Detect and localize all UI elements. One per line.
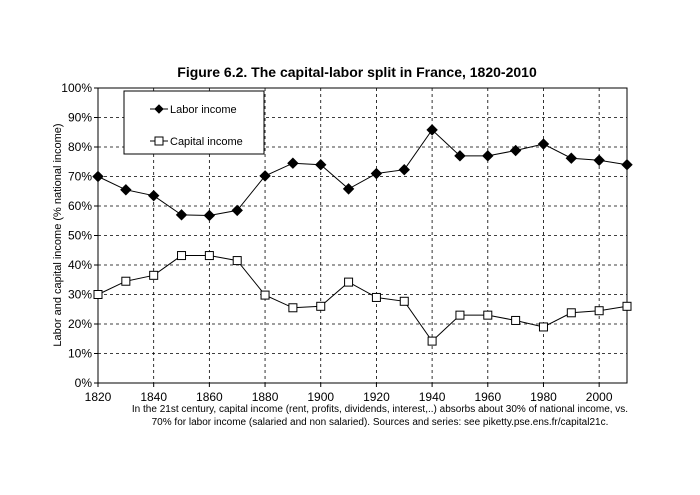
data-point-capital	[233, 257, 241, 265]
data-point-capital	[178, 252, 186, 260]
data-point-capital	[456, 311, 464, 319]
data-point-labor	[538, 139, 548, 149]
data-point-labor	[622, 160, 632, 170]
y-tick-label: 50%	[67, 228, 92, 243]
data-point-labor	[483, 151, 493, 161]
data-point-capital	[150, 271, 158, 279]
y-tick-label: 100%	[61, 81, 92, 95]
data-point-labor	[371, 169, 381, 179]
data-point-labor	[177, 210, 187, 220]
y-axis-label: Labor and capital income (% national income)	[52, 123, 64, 347]
chart-title: Figure 6.2. The capital-labor split in France, 1820-2010	[177, 64, 537, 80]
data-point-capital	[122, 277, 130, 285]
data-point-labor	[260, 171, 270, 181]
data-point-capital	[372, 293, 380, 301]
data-point-capital	[484, 311, 492, 319]
y-tick-label: 20%	[67, 317, 92, 331]
data-point-labor	[93, 172, 103, 182]
y-tick-label: 90%	[67, 110, 92, 125]
x-tick-label: 1920	[363, 390, 390, 404]
x-tick-label: 1840	[140, 390, 168, 404]
data-point-capital	[94, 291, 102, 299]
data-point-capital	[400, 297, 408, 305]
x-axis-ticks	[85, 383, 613, 404]
data-point-labor	[566, 153, 576, 163]
y-axis-ticks	[61, 81, 98, 390]
x-tick-label: 1820	[84, 390, 112, 404]
caption	[60, 403, 700, 429]
caption-line-2: 70% for labor income (salaried and non salaried). Sources and series: see piketty.pse.ens.fr/capital21c.	[151, 417, 609, 428]
x-tick-label: 1860	[196, 390, 223, 404]
data-point-capital	[512, 316, 520, 324]
x-tick-label: 2000	[585, 390, 613, 404]
y-tick-label: 40%	[67, 258, 92, 272]
x-tick-label: 1960	[474, 390, 502, 404]
data-point-labor	[399, 165, 409, 175]
y-tick-label: 30%	[67, 287, 92, 302]
data-point-capital	[345, 278, 353, 286]
data-point-capital	[567, 309, 575, 317]
data-point-capital	[595, 307, 603, 315]
y-tick-label: 80%	[67, 140, 92, 154]
x-tick-label: 1900	[307, 390, 335, 404]
legend	[124, 91, 264, 154]
data-point-capital	[261, 291, 269, 299]
data-point-labor	[288, 158, 298, 168]
data-point-capital	[317, 302, 325, 310]
x-tick-label: 1880	[251, 390, 279, 404]
x-tick-label: 1980	[530, 390, 557, 404]
y-tick-label: 0%	[74, 376, 92, 390]
data-point-capital	[289, 304, 297, 312]
caption-line-1: In the 21st century, capital income (rent, profits, dividends, interest,..) absorbs about 30% of national income, vs.	[131, 404, 629, 415]
legend-marker-capital-icon	[155, 137, 163, 145]
series-group	[93, 125, 632, 345]
data-point-labor	[149, 191, 159, 201]
data-point-labor	[121, 185, 131, 195]
data-point-capital	[539, 323, 547, 331]
legend-label-capital: Capital income	[170, 136, 243, 148]
data-point-labor	[204, 210, 214, 220]
y-tick-label: 70%	[67, 169, 92, 184]
data-point-capital	[623, 302, 631, 310]
y-tick-label: 60%	[67, 199, 92, 213]
data-point-capital	[205, 252, 213, 260]
data-point-labor	[232, 205, 242, 215]
y-tick-label: 10%	[67, 346, 92, 361]
x-tick-label: 1940	[418, 390, 446, 404]
data-point-capital	[428, 337, 436, 345]
legend-label-labor: Labor income	[170, 104, 237, 116]
data-point-labor	[594, 155, 604, 165]
